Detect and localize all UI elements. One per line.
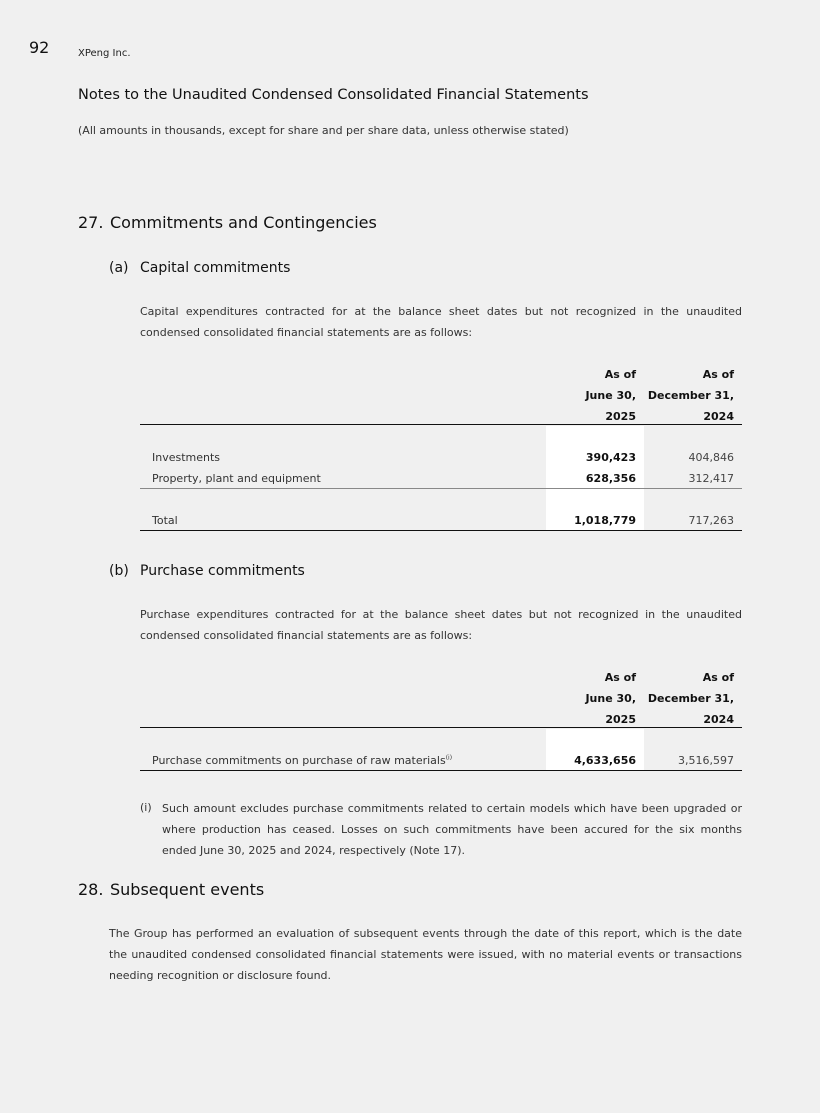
total-value-current: 1,018,779 (574, 514, 636, 527)
purchase-commitments-table (140, 667, 742, 773)
subsection-a-heading (109, 260, 290, 276)
header-current-period: As of June 30, 2025 (585, 368, 636, 423)
total-value-prior: 717,263 (688, 514, 734, 527)
table-row (140, 472, 742, 488)
footnote-text: Such amount excludes purchase commitments related to certain models which have been upgraded or where production has ceased. Losses on such commitments have been accured for the six months ended June 30, 2025 and 2024, respectively (Note 17). (162, 802, 742, 857)
amounts-note: (All amounts in thousands, except for share and per share data, unless otherwise stated) (78, 124, 569, 137)
section-27-heading (78, 213, 377, 232)
row-label: Investments (152, 451, 221, 464)
row-value-current: 4,633,656 (574, 754, 636, 767)
total-label: Total (152, 514, 178, 527)
capital-intro: Capital expenditures contracted for at the balance sheet dates but not recognized in the unaudited condensed consolidated financial statements are as follows: (140, 305, 742, 339)
page-number: 92 (29, 38, 50, 57)
header-prior-period: As of December 31, 2024 (647, 671, 734, 726)
total-row (140, 514, 742, 530)
subsequent-events-body: The Group has performed an evaluation of subsequent events through the date of this report, which is the date the unaudited condensed consolidated financial statements were issued, with no material events or transactions needing recognition or disclosure found. (109, 927, 742, 982)
row-value-prior: 404,846 (688, 451, 734, 464)
section-28-heading (78, 880, 264, 899)
row-value-current: 390,423 (585, 451, 636, 464)
section-27-number: 27. (78, 213, 104, 232)
row-value-prior: 3,516,597 (678, 754, 734, 767)
header-rule (140, 424, 742, 425)
subsection-b-title: Purchase commitments (140, 563, 305, 579)
header-current-period: As of June 30, 2025 (585, 671, 636, 726)
row-value-current: 628,356 (585, 472, 636, 485)
notes-title: Notes to the Unaudited Condensed Consolidated Financial Statements (78, 87, 589, 103)
company-name: XPeng Inc. (78, 48, 131, 59)
row-label: Property, plant and equipment (152, 472, 321, 485)
footnote-reference: (i) (445, 754, 453, 762)
row-value-prior: 312,417 (688, 472, 734, 485)
subsection-b-heading (109, 563, 305, 579)
purchase-intro: Purchase expenditures contracted for at the balance sheet dates but not recognized in the unaudited condensed consolidated financial statements are as follows: (140, 608, 742, 642)
subtotal-rule (140, 488, 742, 489)
total-rule (140, 770, 742, 771)
section-28-title: Subsequent events (110, 880, 265, 899)
total-rule (140, 530, 742, 531)
header-rule (140, 727, 742, 728)
subsection-a-title: Capital commitments (140, 260, 291, 276)
row-label: Purchase commitments on purchase of raw materials$^{(i)}$ (152, 754, 453, 767)
capital-commitments-table (140, 364, 742, 532)
subsection-a-marker: (a) (109, 260, 129, 276)
section-27-title: Commitments and Contingencies (110, 213, 377, 232)
footnote-marker: (i) (140, 801, 152, 814)
subsection-b-marker: (b) (109, 563, 129, 579)
table-row (140, 754, 742, 770)
section-28-number: 28. (78, 880, 104, 899)
header-prior-period: As of December 31, 2024 (647, 368, 734, 423)
table-row (140, 451, 742, 467)
